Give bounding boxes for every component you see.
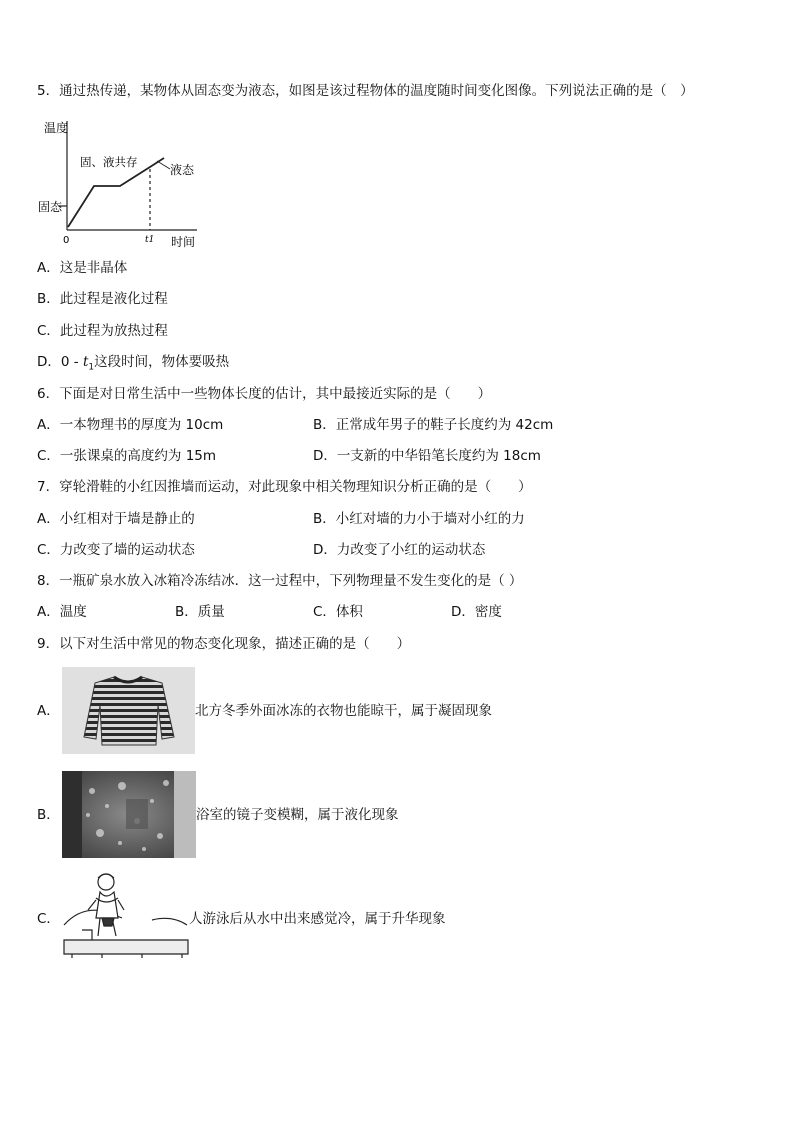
q8-option-d: D．密度 (451, 604, 502, 620)
mix-label: 固、液共存 (80, 155, 138, 169)
q5-option-c: C．此过程为放热过程 (37, 323, 168, 339)
q6-option-d: D．一支新的中华铅笔长度约为 18cm (313, 448, 541, 464)
q5-option-a: A．这是非晶体 (37, 260, 128, 276)
x-axis-label: 时间 (171, 235, 196, 249)
q9-option-a-text: 北方冬季外面冰冻的衣物也能晾干，属于凝固现象 (195, 703, 492, 719)
q6-option-b: B．正常成年男子的鞋子长度约为 42cm (313, 417, 554, 433)
origin-label: 0 (63, 235, 70, 246)
q5-stem: 5．通过热传递，某物体从固态变为液态，如图是该过程物体的温度随时间变化图像。下列说法正确的是（ ） (37, 83, 694, 99)
liquid-pointer (157, 161, 170, 169)
q5-d-var: t (82, 354, 89, 370)
q9-option-b-label: B． (37, 807, 60, 823)
foggy-mirror-image (62, 771, 196, 858)
q5-option-d (37, 353, 229, 377)
swimmer-image (62, 870, 190, 962)
q8-option-a: A．温度 (37, 604, 87, 620)
q7-option-b: B．小红对墙的力小于墙对小红的力 (313, 511, 525, 527)
temperature-time-graph (37, 115, 207, 250)
y-axis-label: 温度 (44, 121, 69, 135)
q9-stem: 9．以下对生活中常见的物态变化现象，描述正确的是（ ） (37, 636, 411, 652)
q5-option-b: B．此过程是液化过程 (37, 291, 168, 307)
q8-option-b: B．质量 (175, 604, 225, 620)
q8-option-c: C．体积 (313, 604, 363, 620)
q7-option-a: A．小红相对于墙是静止的 (37, 511, 195, 527)
q9-option-b-text: 浴室的镜子变模糊，属于液化现象 (196, 807, 399, 823)
sweater-image (62, 667, 195, 754)
t1-label: t1 (145, 235, 155, 245)
q7-stem: 7．穿轮滑鞋的小红因推墙而运动，对此现象中相关物理知识分析正确的是（ ） (37, 479, 532, 495)
q8-stem: 8．一瓶矿泉水放入冰箱冷冻结冰．这一过程中，下列物理量不发生变化的是（ ） (37, 573, 523, 589)
liquid-label: 液态 (170, 163, 195, 177)
q9-option-c-text: 人游泳后从水中出来感觉冷，属于升华现象 (189, 911, 446, 927)
q6-option-a: A．一本物理书的厚度为 10cm (37, 417, 224, 433)
q5-d-prefix: D．0 - (37, 354, 83, 370)
q5-d-sub: 1 (88, 362, 95, 373)
q6-stem: 6．下面是对日常生活中一些物体长度的估计，其中最接近实际的是（ ） (37, 386, 492, 402)
solid-label: 固态 (38, 200, 63, 214)
q5-d-suffix: 这段时间，物体要吸热 (94, 354, 230, 370)
q9-option-c-label: C． (37, 911, 60, 927)
q9-option-a-label: A． (37, 703, 60, 719)
q7-option-c: C．力改变了墙的运动状态 (37, 542, 195, 558)
q7-option-d: D．力改变了小红的运动状态 (313, 542, 486, 558)
q6-option-c: C．一张课桌的高度约为 15m (37, 448, 217, 464)
